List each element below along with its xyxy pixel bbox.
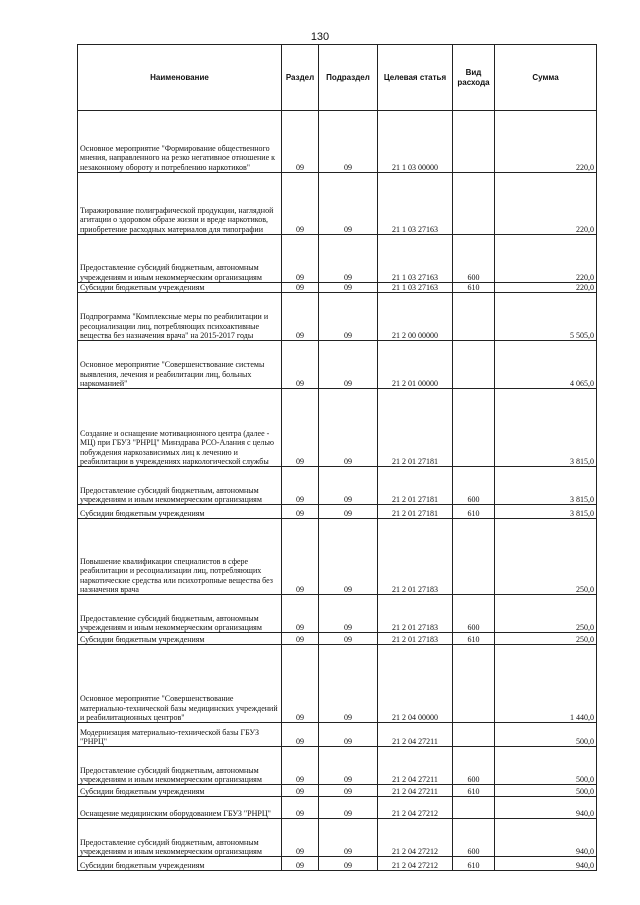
cell-section: 09 [282, 389, 319, 467]
cell-expense-kind: 600 [453, 235, 495, 283]
cell-target-article: 21 2 01 27181 [378, 505, 453, 519]
cell-sum: 500,0 [495, 747, 597, 785]
cell-expense-kind [453, 723, 495, 747]
cell-subsection: 09 [319, 723, 378, 747]
cell-subsection: 09 [319, 283, 378, 293]
cell-section: 09 [282, 785, 319, 797]
cell-name: Предоставление субсидий бюджетным, автономным учреждениям и иным некоммерческим организациям [78, 819, 282, 857]
table-row [78, 283, 597, 293]
cell-target-article: 21 1 03 27163 [378, 173, 453, 235]
cell-name: Создание и оснащение мотивационного центра (далее - МЦ) при ГБУЗ "РНРЦ" Минздрава РСО-Алания с целью побуждения наркозависимых лиц к лечению и реабилитации в учреждениях наркологической службы [78, 389, 282, 467]
table-row [78, 235, 597, 283]
cell-sum: 3 815,0 [495, 467, 597, 505]
table-row [78, 595, 597, 633]
table-row [78, 293, 597, 341]
cell-section: 09 [282, 595, 319, 633]
table-row [78, 389, 597, 467]
cell-target-article: 21 2 01 27181 [378, 467, 453, 505]
table-row [78, 797, 597, 819]
cell-name: Субсидии бюджетным учреждениям [78, 785, 282, 797]
cell-name: Основное мероприятие "Совершенствование материально-технической базы медицинских учреждений и реабилитационных центров" [78, 645, 282, 723]
cell-sum: 940,0 [495, 797, 597, 819]
cell-expense-kind [453, 293, 495, 341]
table-row [78, 519, 597, 595]
cell-section: 09 [282, 747, 319, 785]
cell-expense-kind [453, 797, 495, 819]
table-body [78, 111, 597, 871]
table-row [78, 173, 597, 235]
table-row [78, 723, 597, 747]
table-row [78, 505, 597, 519]
cell-name: Основное мероприятие "Формирование общественного мнения, направленного на резко негативное отношение к незаконному обороту и потреблению наркотиков" [78, 111, 282, 173]
cell-subsection: 09 [319, 519, 378, 595]
cell-expense-kind [453, 519, 495, 595]
cell-target-article: 21 2 01 27183 [378, 595, 453, 633]
cell-subsection: 09 [319, 645, 378, 723]
table-row [78, 857, 597, 871]
cell-name: Предоставление субсидий бюджетным, автономным учреждениям и иным некоммерческим организациям [78, 235, 282, 283]
cell-name: Предоставление субсидий бюджетным, автономным учреждениям и иным некоммерческим организациям [78, 747, 282, 785]
cell-section: 09 [282, 519, 319, 595]
cell-target-article: 21 2 01 27181 [378, 389, 453, 467]
cell-target-article: 21 1 03 00000 [378, 111, 453, 173]
cell-name: Предоставление субсидий бюджетным, автономным учреждениям и иным некоммерческим организациям [78, 595, 282, 633]
cell-expense-kind: 610 [453, 633, 495, 645]
header-target-article: Целевая статья [378, 45, 453, 111]
cell-expense-kind: 600 [453, 747, 495, 785]
cell-expense-kind: 600 [453, 819, 495, 857]
cell-target-article: 21 2 00 00000 [378, 293, 453, 341]
cell-subsection: 09 [319, 857, 378, 871]
cell-target-article: 21 2 04 27211 [378, 723, 453, 747]
cell-target-article: 21 2 04 27211 [378, 747, 453, 785]
cell-subsection: 09 [319, 797, 378, 819]
page-number: 130 [310, 31, 330, 43]
cell-section: 09 [282, 723, 319, 747]
cell-expense-kind: 600 [453, 595, 495, 633]
cell-subsection: 09 [319, 633, 378, 645]
table-row [78, 819, 597, 857]
cell-expense-kind: 600 [453, 467, 495, 505]
cell-name: Тиражирование полиграфической продукции, наглядной агитации о здоровом образе жизни и вреде наркотиков, приобретение расходных материалов для типографии [78, 173, 282, 235]
cell-subsection: 09 [319, 467, 378, 505]
table-header-row [78, 45, 597, 111]
cell-section: 09 [282, 467, 319, 505]
table-row [78, 785, 597, 797]
cell-expense-kind [453, 389, 495, 467]
cell-target-article: 21 1 03 27163 [378, 283, 453, 293]
cell-name: Оснащение медицинским оборудованием ГБУЗ "РНРЦ" [78, 797, 282, 819]
header-section: Раздел [282, 45, 319, 111]
cell-expense-kind [453, 341, 495, 389]
cell-subsection: 09 [319, 111, 378, 173]
cell-subsection: 09 [319, 389, 378, 467]
cell-subsection: 09 [319, 505, 378, 519]
table-row [78, 341, 597, 389]
cell-name: Субсидии бюджетным учреждениям [78, 857, 282, 871]
cell-section: 09 [282, 341, 319, 389]
cell-section: 09 [282, 633, 319, 645]
table-row [78, 633, 597, 645]
cell-section: 09 [282, 857, 319, 871]
header-sum: Сумма [495, 45, 597, 111]
cell-section: 09 [282, 293, 319, 341]
cell-expense-kind [453, 173, 495, 235]
cell-sum: 3 815,0 [495, 505, 597, 519]
cell-subsection: 09 [319, 747, 378, 785]
cell-expense-kind: 610 [453, 505, 495, 519]
cell-section: 09 [282, 173, 319, 235]
cell-sum: 4 065,0 [495, 341, 597, 389]
table-row [78, 645, 597, 723]
cell-expense-kind [453, 111, 495, 173]
cell-target-article: 21 2 01 27183 [378, 519, 453, 595]
cell-sum: 220,0 [495, 283, 597, 293]
cell-sum: 940,0 [495, 819, 597, 857]
table-row [78, 467, 597, 505]
cell-name: Предоставление субсидий бюджетным, автономным учреждениям и иным некоммерческим организациям [78, 467, 282, 505]
cell-subsection: 09 [319, 173, 378, 235]
cell-target-article: 21 2 04 27212 [378, 857, 453, 871]
cell-target-article: 21 2 04 27212 [378, 819, 453, 857]
cell-sum: 500,0 [495, 785, 597, 797]
cell-expense-kind: 610 [453, 857, 495, 871]
cell-target-article: 21 1 03 27163 [378, 235, 453, 283]
table-row [78, 111, 597, 173]
cell-subsection: 09 [319, 819, 378, 857]
cell-name: Субсидии бюджетным учреждениям [78, 633, 282, 645]
cell-subsection: 09 [319, 595, 378, 633]
cell-sum: 250,0 [495, 595, 597, 633]
cell-section: 09 [282, 505, 319, 519]
cell-sum: 250,0 [495, 519, 597, 595]
cell-sum: 220,0 [495, 111, 597, 173]
header-subsection: Подраздел [319, 45, 378, 111]
cell-section: 09 [282, 797, 319, 819]
table-row [78, 747, 597, 785]
cell-target-article: 21 2 01 27183 [378, 633, 453, 645]
cell-target-article: 21 2 04 27212 [378, 797, 453, 819]
cell-section: 09 [282, 819, 319, 857]
cell-sum: 250,0 [495, 633, 597, 645]
header-name: Наименование [78, 45, 282, 111]
cell-sum: 1 440,0 [495, 645, 597, 723]
cell-subsection: 09 [319, 785, 378, 797]
cell-section: 09 [282, 111, 319, 173]
cell-name: Повышение квалификации специалистов в сфере реабилитации и ресоциализации лиц, потребляющих наркотические средства или психотропные вещества без назначения врача [78, 519, 282, 595]
cell-section: 09 [282, 645, 319, 723]
header-expense-kind: Вид расхода [453, 45, 495, 111]
cell-subsection: 09 [319, 341, 378, 389]
cell-target-article: 21 2 01 00000 [378, 341, 453, 389]
cell-sum: 220,0 [495, 235, 597, 283]
cell-name: Субсидии бюджетным учреждениям [78, 505, 282, 519]
cell-sum: 5 505,0 [495, 293, 597, 341]
budget-table [77, 44, 597, 871]
cell-target-article: 21 2 04 00000 [378, 645, 453, 723]
cell-subsection: 09 [319, 235, 378, 283]
cell-sum: 3 815,0 [495, 389, 597, 467]
cell-section: 09 [282, 283, 319, 293]
cell-section: 09 [282, 235, 319, 283]
cell-name: Основное мероприятие "Совершенствование системы выявления, лечения и реабилитации лиц, больных наркоманией" [78, 341, 282, 389]
cell-expense-kind: 610 [453, 283, 495, 293]
cell-expense-kind [453, 645, 495, 723]
cell-name: Модернизация материально-технической базы ГБУЗ "РНРЦ" [78, 723, 282, 747]
cell-name: Подпрограмма "Комплексные меры по реабилитации и ресоциализации лиц, потребляющих психоактивные вещества без назначения врача" на 2015-2017 годы [78, 293, 282, 341]
cell-name: Субсидии бюджетным учреждениям [78, 283, 282, 293]
cell-sum: 940,0 [495, 857, 597, 871]
cell-target-article: 21 2 04 27211 [378, 785, 453, 797]
cell-expense-kind: 610 [453, 785, 495, 797]
cell-sum: 220,0 [495, 173, 597, 235]
cell-subsection: 09 [319, 293, 378, 341]
cell-sum: 500,0 [495, 723, 597, 747]
